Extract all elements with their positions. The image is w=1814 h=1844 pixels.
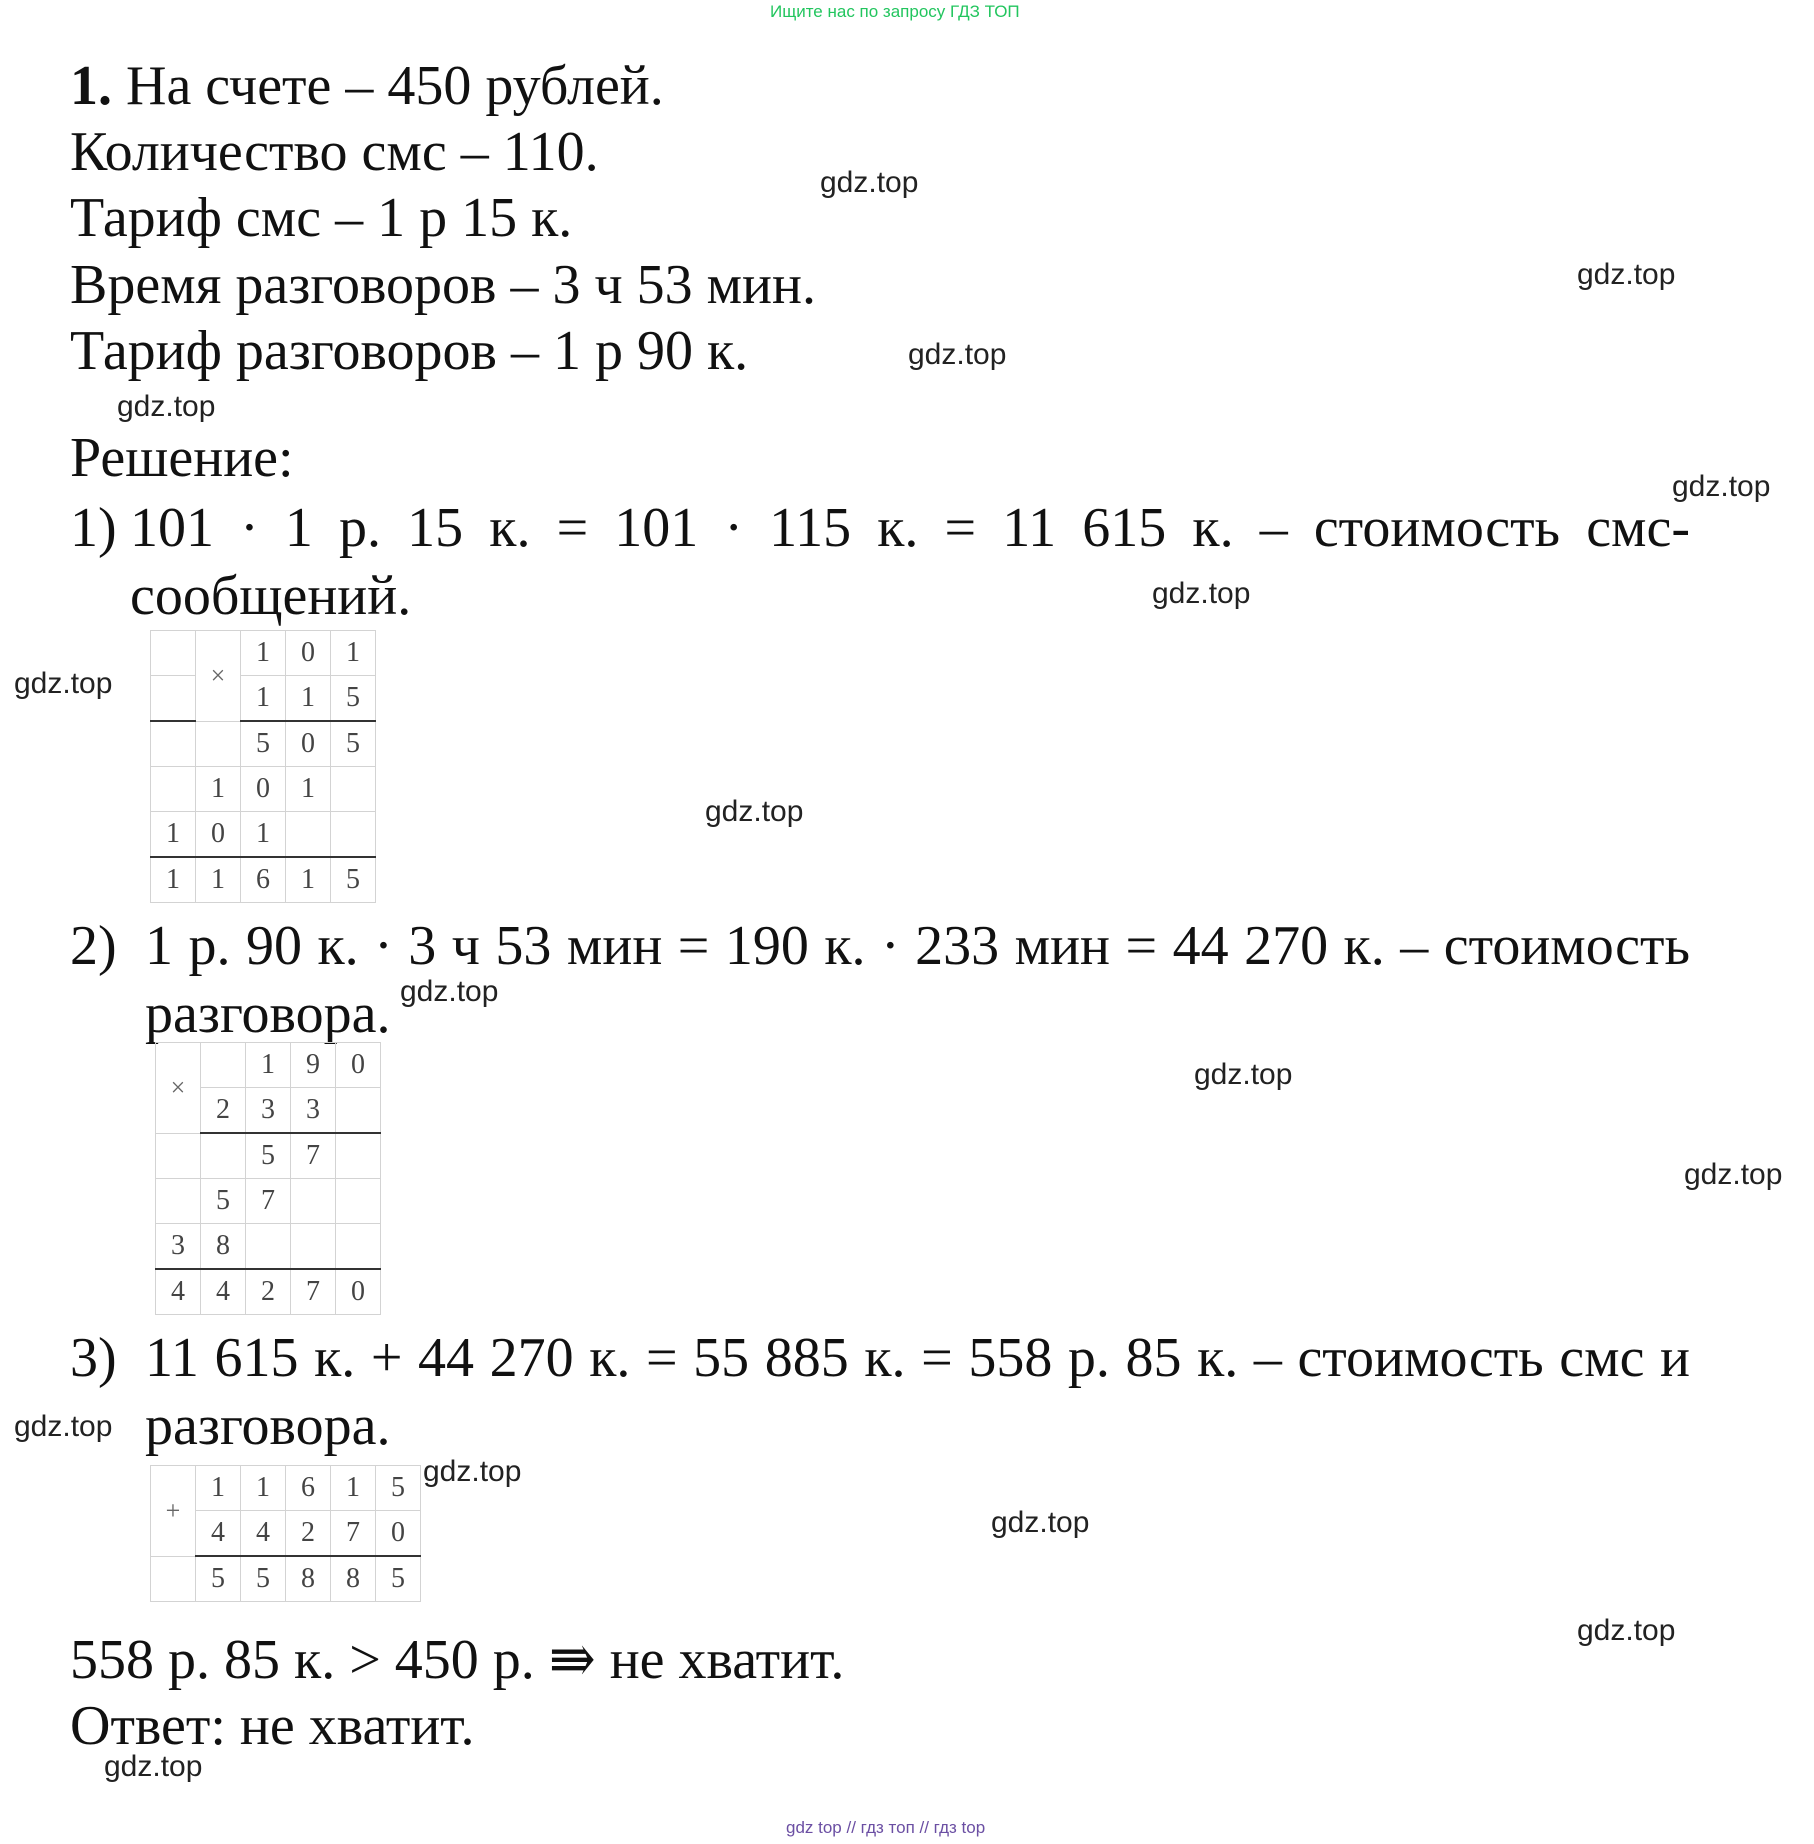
grid-cell (291, 1179, 336, 1224)
grid-cell: 7 (246, 1179, 291, 1224)
problem-balance: На счете – 450 рублей. (126, 55, 664, 117)
grid-cell: 1 (151, 857, 196, 903)
watermark: gdz.top (1684, 1158, 1783, 1191)
grid-cell: 4 (196, 1511, 241, 1557)
watermark: gdz.top (705, 795, 804, 828)
step-1-number: 1) (70, 497, 117, 559)
grid-cell: 5 (331, 857, 376, 903)
grid-cell (151, 767, 196, 812)
grid-cell: 5 (246, 1133, 291, 1179)
watermark: gdz.top (117, 390, 216, 423)
watermark: gdz.top (423, 1455, 522, 1488)
grid-cell (331, 812, 376, 858)
watermark: gdz.top (1577, 258, 1676, 291)
grid-cell: 1 (241, 676, 286, 722)
problem-call-time: Время разговоров – 3 ч 53 мин. (70, 254, 816, 316)
plus-sign: + (151, 1466, 196, 1557)
grid-cell: 7 (291, 1133, 336, 1179)
grid-cell: 1 (196, 1466, 241, 1511)
grid-cell: 0 (336, 1269, 381, 1315)
grid-cell (151, 631, 196, 676)
grid-cell (291, 1224, 336, 1270)
multiply-sign: × (196, 631, 241, 722)
step-3-number: 3) (70, 1327, 117, 1389)
grid-cell: 1 (246, 1043, 291, 1088)
grid-cell: 2 (246, 1269, 291, 1315)
grid-cell: 5 (241, 1556, 286, 1602)
grid-cell (336, 1224, 381, 1270)
grid-cell: 1 (241, 812, 286, 858)
problem-number: 1. (70, 55, 112, 117)
grid-cell (156, 1179, 201, 1224)
grid-cell (201, 1043, 246, 1088)
watermark: gdz.top (400, 975, 499, 1008)
grid-cell (336, 1133, 381, 1179)
watermark: gdz.top (1672, 470, 1771, 503)
grid-cell: 1 (196, 857, 241, 903)
step-2-text: 1 р. 90 к. · 3 ч 53 мин = 190 к. · 233 мин = 44 270 к. – стоимость разговора. (145, 915, 1690, 1045)
grid-cell: 1 (241, 1466, 286, 1511)
problem-line-1 (70, 55, 664, 117)
grid-cell: 1 (196, 767, 241, 812)
grid-cell (201, 1133, 246, 1179)
step-3-text: 11 615 к. + 44 270 к. = 55 885 к. = 558 р. 85 к. – стоимость смс и разговора. (145, 1327, 1690, 1457)
top-banner: Ищите нас по запросу ГДЗ ТОП (770, 2, 1020, 21)
grid-cell (246, 1224, 291, 1270)
watermark: gdz.top (991, 1506, 1090, 1539)
step-2-multiplication-grid (155, 1042, 381, 1315)
grid-cell: 5 (331, 676, 376, 722)
grid-cell: 5 (376, 1466, 421, 1511)
watermark: gdz.top (1194, 1058, 1293, 1091)
grid-cell: 1 (331, 1466, 376, 1511)
grid-cell: 9 (291, 1043, 336, 1088)
grid-cell: 8 (286, 1556, 331, 1602)
grid-cell: 4 (241, 1511, 286, 1557)
grid-cell: 2 (201, 1088, 246, 1134)
grid-cell (151, 1556, 196, 1602)
grid-cell (151, 676, 196, 722)
problem-sms-tariff: Тариф смс – 1 р 15 к. (70, 187, 573, 249)
watermark: gdz.top (104, 1750, 203, 1783)
comparison-line: 558 р. 85 к. > 450 р. ⇛ не хватит. (70, 1629, 845, 1691)
grid-cell: 4 (201, 1269, 246, 1315)
grid-cell (336, 1179, 381, 1224)
grid-cell: 5 (376, 1556, 421, 1602)
grid-cell: 5 (241, 721, 286, 767)
grid-cell (286, 812, 331, 858)
grid-cell: 0 (241, 767, 286, 812)
grid-cell (331, 767, 376, 812)
grid-cell: 1 (241, 631, 286, 676)
grid-cell: 5 (201, 1179, 246, 1224)
grid-cell (336, 1088, 381, 1134)
grid-cell: 8 (331, 1556, 376, 1602)
grid-cell: 6 (241, 857, 286, 903)
grid-cell: 3 (246, 1088, 291, 1134)
grid-cell: 3 (156, 1224, 201, 1270)
grid-cell: 1 (331, 631, 376, 676)
watermark: gdz.top (14, 1410, 113, 1443)
solution-heading: Решение: (70, 427, 294, 489)
grid-cell: 3 (291, 1088, 336, 1134)
grid-cell (151, 721, 196, 767)
footer-links: gdz top // гдз топ // гдз top (786, 1818, 986, 1837)
grid-cell: 5 (331, 721, 376, 767)
grid-cell: 1 (151, 812, 196, 858)
watermark: gdz.top (908, 338, 1007, 371)
grid-cell: 7 (331, 1511, 376, 1557)
watermark: gdz.top (1152, 577, 1251, 610)
grid-cell: 0 (336, 1043, 381, 1088)
grid-cell: 1 (286, 767, 331, 812)
problem-sms-count: Количество смс – 110. (70, 121, 599, 183)
grid-cell: 4 (156, 1269, 201, 1315)
watermark: gdz.top (820, 166, 919, 199)
answer-line: Ответ: не хватит. (70, 1695, 475, 1757)
watermark: gdz.top (14, 667, 113, 700)
multiply-sign: × (156, 1043, 201, 1134)
grid-cell: 6 (286, 1466, 331, 1511)
step-1-multiplication-grid (150, 630, 376, 903)
problem-call-tariff: Тариф разговоров – 1 р 90 к. (70, 320, 749, 382)
grid-cell: 1 (286, 676, 331, 722)
grid-cell (156, 1133, 201, 1179)
grid-cell: 0 (196, 812, 241, 858)
grid-cell: 7 (291, 1269, 336, 1315)
grid-cell: 2 (286, 1511, 331, 1557)
grid-cell: 0 (286, 631, 331, 676)
grid-cell: 0 (286, 721, 331, 767)
grid-cell: 5 (196, 1556, 241, 1602)
grid-cell (196, 721, 241, 767)
grid-cell: 8 (201, 1224, 246, 1270)
grid-cell: 1 (286, 857, 331, 903)
watermark: gdz.top (1577, 1614, 1676, 1647)
step-1-text: 101 · 1 р. 15 к. = 101 · 115 к. = 11 615 к. – стоимость смс-сообщений. (130, 497, 1690, 627)
grid-cell: 0 (376, 1511, 421, 1557)
step-3-addition-grid (150, 1465, 421, 1602)
step-2-number: 2) (70, 915, 117, 977)
